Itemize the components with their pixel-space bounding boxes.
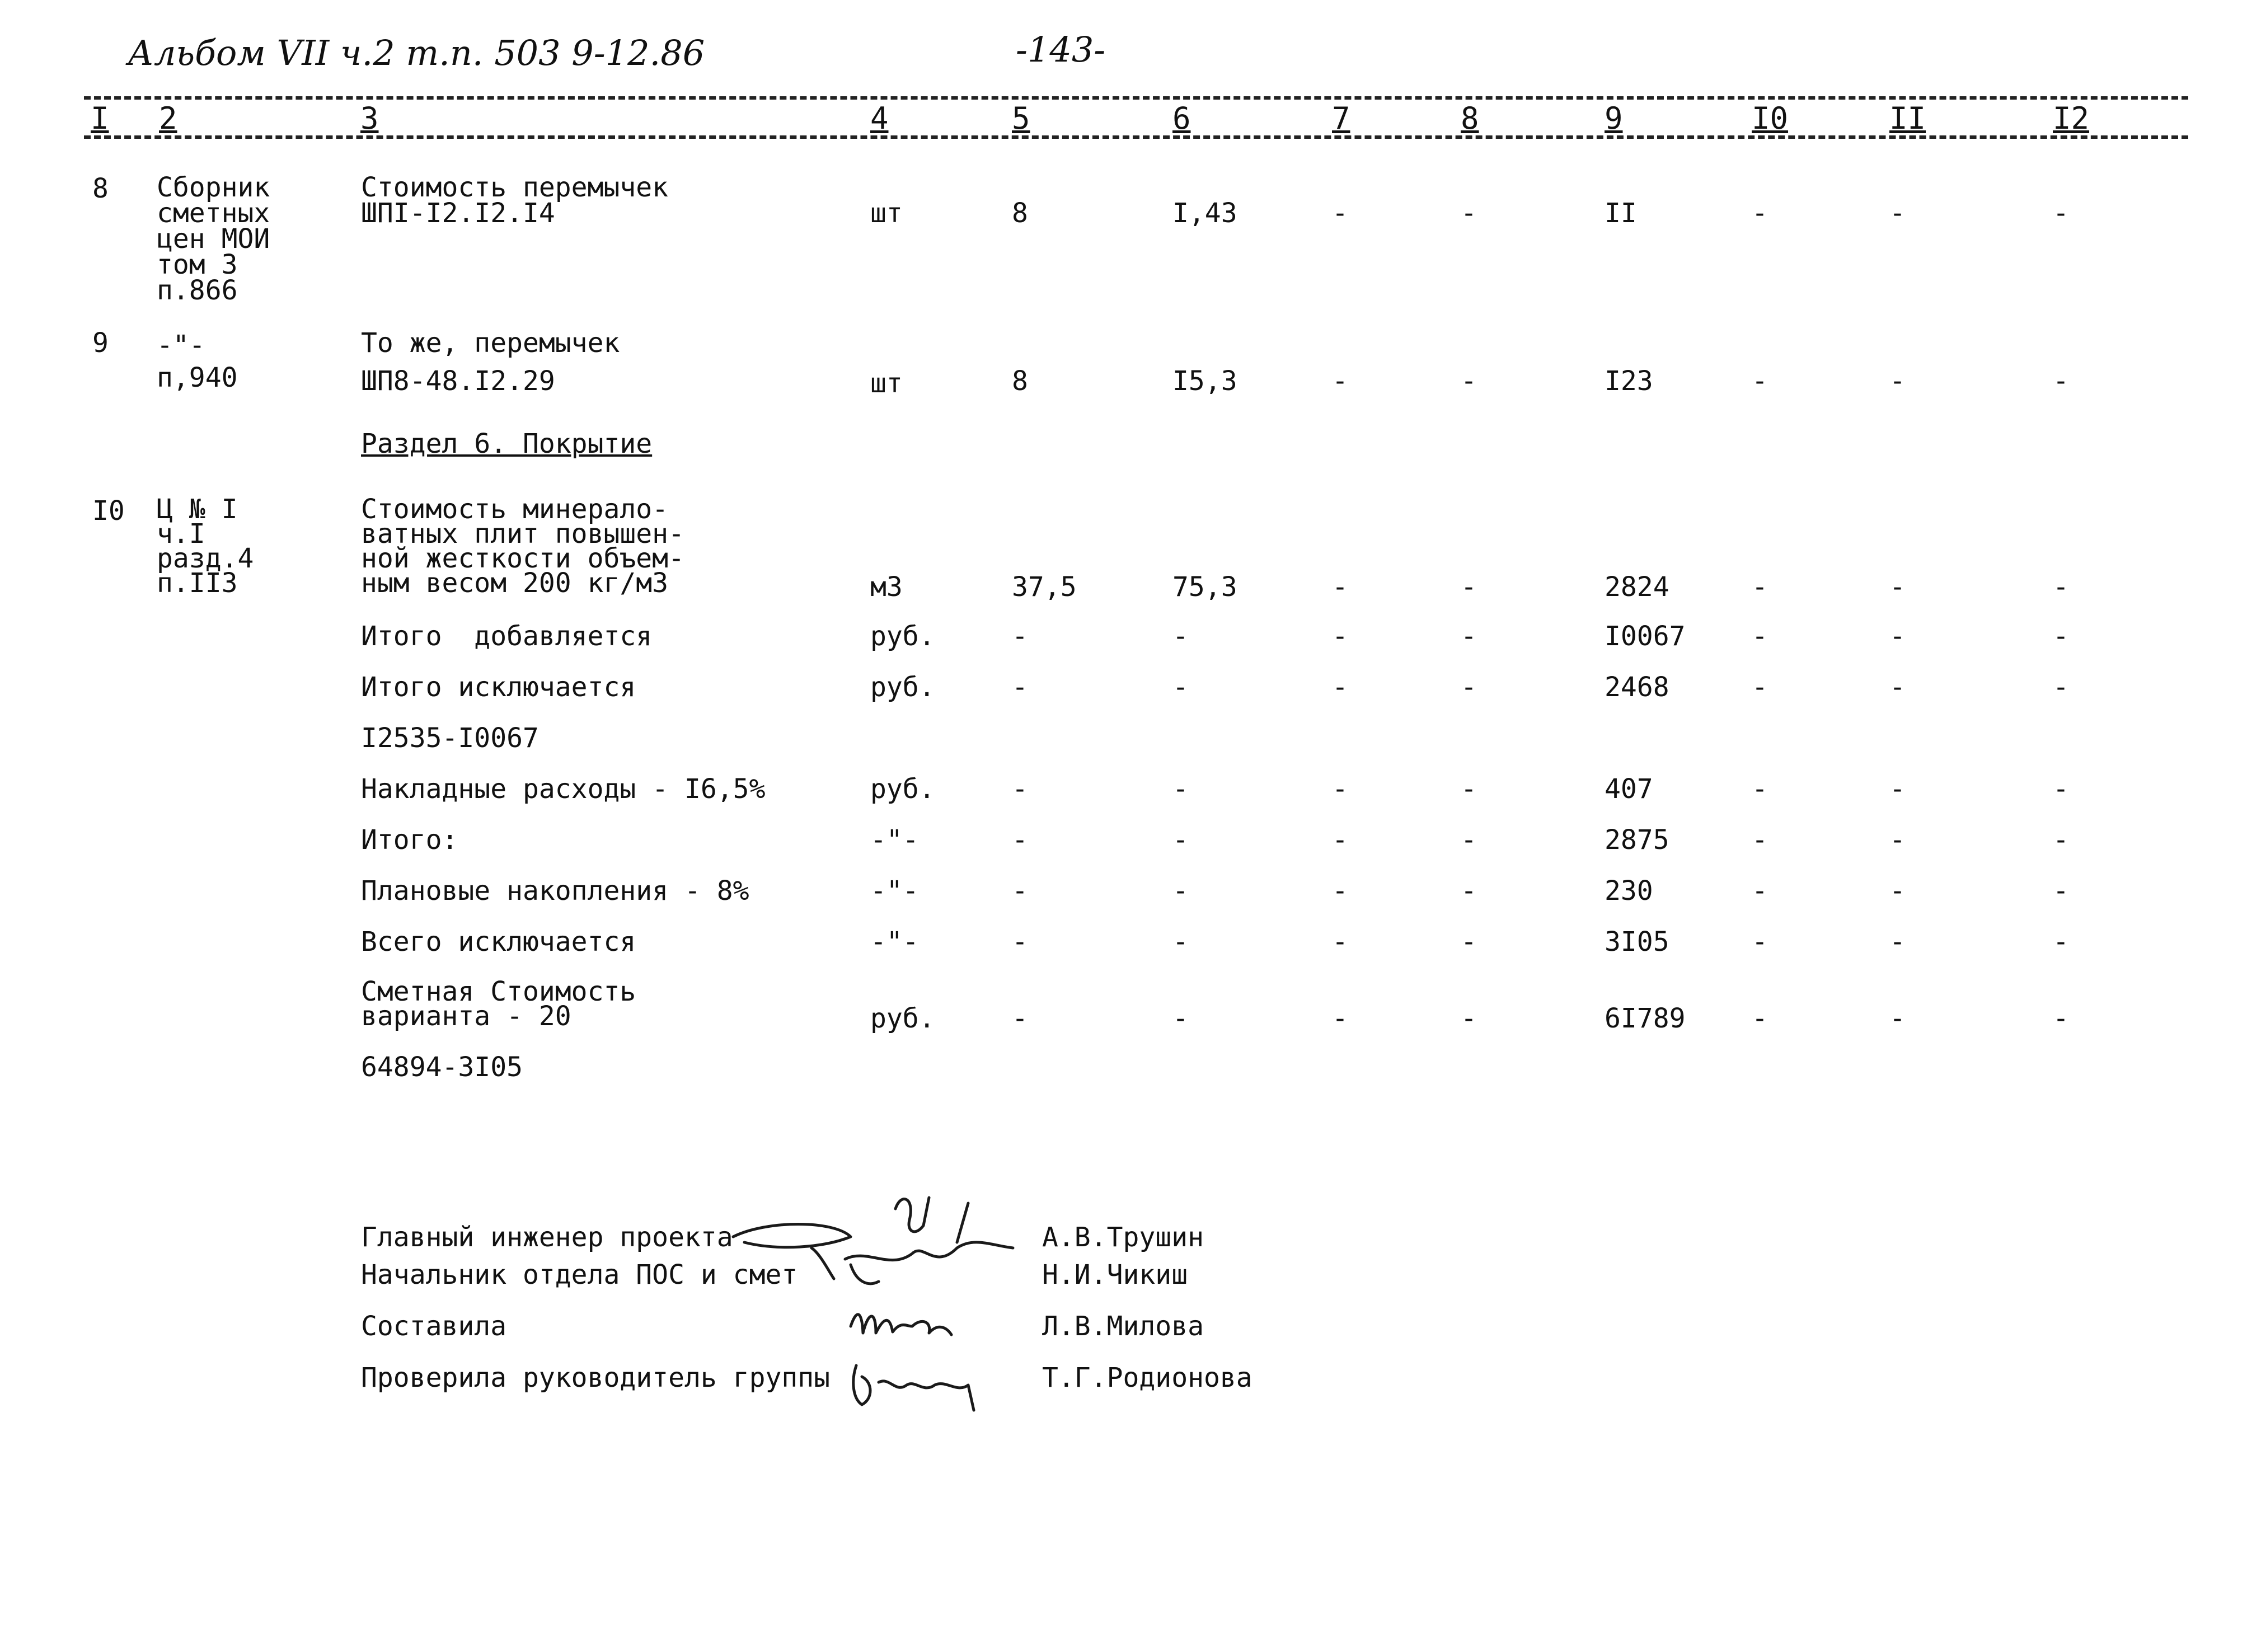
row-col7: -: [1332, 571, 1348, 603]
totals-col11: -: [1889, 926, 1906, 958]
totals-label: Всего исключается: [361, 926, 636, 958]
totals-col11: -: [1889, 621, 1906, 652]
row-col12: -: [2053, 571, 2069, 603]
column-header-10: I0: [1752, 101, 1789, 136]
column-header-6: 6: [1172, 101, 1191, 136]
totals-col7: -: [1332, 773, 1348, 805]
totals-col12: -: [2053, 621, 2069, 652]
signer-role: Составила: [361, 1311, 507, 1342]
totals-col12: -: [2053, 875, 2069, 907]
column-header-7: 7: [1332, 101, 1350, 136]
section-heading: Раздел 6. Покрытие: [361, 428, 653, 459]
totals-col8: -: [1461, 621, 1477, 652]
row-col7: -: [1332, 365, 1348, 397]
totals-col9: 6I789: [1605, 1003, 1686, 1034]
totals-col6: -: [1172, 621, 1189, 652]
row-col7: -: [1332, 198, 1348, 229]
totals-col8: -: [1461, 1003, 1477, 1034]
totals-col5: -: [1012, 672, 1028, 703]
totals-col5: -: [1012, 824, 1028, 856]
row-description: Стоимость минерало- ватных плит повышен- ной жесткости объем- ным весом 200 кг/м3: [361, 494, 684, 599]
totals-label: Сметная Стоимость варианта - 20: [361, 976, 636, 1032]
totals-col5: -: [1012, 875, 1028, 907]
row-unit: шт: [870, 198, 903, 229]
column-header-12: I2: [2053, 101, 2090, 136]
signer-name: Н.И.Чикиш: [1042, 1259, 1188, 1290]
totals-unit: руб.: [870, 773, 935, 805]
totals-col9: 2875: [1605, 824, 1669, 856]
row-col10: -: [1752, 198, 1768, 229]
row-number: 9: [92, 327, 109, 359]
totals-col9: 230: [1605, 875, 1653, 907]
row-col6: I,43: [1172, 198, 1237, 229]
totals-col10: -: [1752, 824, 1768, 856]
totals-col6: -: [1172, 824, 1189, 856]
totals-label: Итого:: [361, 824, 458, 856]
row-col12: -: [2053, 198, 2069, 229]
totals-col12: -: [2053, 773, 2069, 805]
signer-name: Л.В.Милова: [1042, 1311, 1204, 1342]
row-number: 8: [92, 173, 109, 204]
column-header-5: 5: [1012, 101, 1030, 136]
totals-col6: -: [1172, 672, 1189, 703]
totals-label: Итого добавляется: [361, 621, 653, 652]
row-col8: -: [1461, 571, 1477, 603]
signer-name: А.В.Трушин: [1042, 1222, 1204, 1253]
totals-col10: -: [1752, 1003, 1768, 1034]
row-col5: 37,5: [1012, 571, 1077, 603]
column-header-4: 4: [870, 101, 889, 136]
row-col11: -: [1889, 198, 1906, 229]
row-col5: 8: [1012, 365, 1028, 397]
totals-unit: -"-: [870, 875, 919, 907]
row-description: Стоимость перемычек ШПI-I2.I2.I4: [361, 172, 669, 229]
row-unit: шт: [870, 368, 903, 399]
row-number: I0: [92, 495, 125, 527]
totals-col10: -: [1752, 621, 1768, 652]
row-col9: 2824: [1605, 571, 1669, 603]
row-description-2: ШП8-48.I2.29: [361, 365, 555, 397]
row-source: Ц № I ч.I разд.4 п.II3: [157, 494, 254, 599]
column-header-11: II: [1889, 101, 1926, 136]
row-col6: 75,3: [1172, 571, 1237, 603]
signer-role: Проверила руководитель группы: [361, 1362, 831, 1393]
totals-col6: -: [1172, 1003, 1189, 1034]
totals-col11: -: [1889, 1003, 1906, 1034]
totals-col12: -: [2053, 1003, 2069, 1034]
row-source: Сборник сметных цен МОИ том 3 п.866: [157, 172, 270, 306]
totals-col6: -: [1172, 875, 1189, 907]
row-col8: -: [1461, 198, 1477, 229]
totals-col10: -: [1752, 773, 1768, 805]
row-col5: 8: [1012, 198, 1028, 229]
row-col12: -: [2053, 365, 2069, 397]
totals-col8: -: [1461, 875, 1477, 907]
header-bottom-rule: [84, 135, 2188, 139]
row-col9: II: [1605, 198, 1637, 229]
row-col9: I23: [1605, 365, 1653, 397]
totals-col11: -: [1889, 672, 1906, 703]
album-reference: Альбом VII ч.2 т.п. 503 9-12.86: [128, 32, 705, 73]
totals-col10: -: [1752, 926, 1768, 958]
column-header-8: 8: [1461, 101, 1479, 136]
totals-col7: -: [1332, 672, 1348, 703]
row-col10: -: [1752, 571, 1768, 603]
page-number: -143-: [1016, 29, 1106, 70]
totals-unit: -"-: [870, 824, 919, 856]
totals-col7: -: [1332, 926, 1348, 958]
totals-col7: -: [1332, 824, 1348, 856]
totals-col10: -: [1752, 875, 1768, 907]
totals-col5: -: [1012, 773, 1028, 805]
totals-col5: -: [1012, 1003, 1028, 1034]
totals-col9: 2468: [1605, 672, 1669, 703]
totals-col11: -: [1889, 773, 1906, 805]
totals-col10: -: [1752, 672, 1768, 703]
handwritten-signatures: [722, 1186, 1047, 1421]
column-header-1: I: [91, 101, 109, 136]
row-col8: -: [1461, 365, 1477, 397]
totals-col9: I0067: [1605, 621, 1686, 652]
totals-col9: 407: [1605, 773, 1653, 805]
totals-col8: -: [1461, 824, 1477, 856]
row-col11: -: [1889, 571, 1906, 603]
totals-label: Плановые накопления - 8%: [361, 875, 749, 907]
totals-col5: -: [1012, 926, 1028, 958]
totals-col8: -: [1461, 672, 1477, 703]
totals-col8: -: [1461, 926, 1477, 958]
totals-col9: 3I05: [1605, 926, 1669, 958]
totals-label: Накладные расходы - I6,5%: [361, 773, 766, 805]
totals-col7: -: [1332, 875, 1348, 907]
totals-unit: руб.: [870, 1003, 935, 1034]
row-col6: I5,3: [1172, 365, 1237, 397]
column-header-2: 2: [159, 101, 177, 136]
totals-unit: руб.: [870, 621, 935, 652]
signer-name: Т.Г.Родионова: [1042, 1362, 1252, 1393]
totals-unit: руб.: [870, 672, 935, 703]
row-unit: м3: [870, 571, 903, 603]
signer-role: Главный инженер проекта: [361, 1222, 733, 1253]
totals-col12: -: [2053, 926, 2069, 958]
signer-role: Начальник отдела ПОС и смет: [361, 1259, 798, 1290]
totals-col8: -: [1461, 773, 1477, 805]
totals-col11: -: [1889, 824, 1906, 856]
totals-col5: -: [1012, 621, 1028, 652]
totals-col7: -: [1332, 1003, 1348, 1034]
column-header-3: 3: [360, 101, 379, 136]
totals-unit: -"-: [870, 926, 919, 958]
totals-col6: -: [1172, 773, 1189, 805]
column-header-9: 9: [1605, 101, 1623, 136]
row-col10: -: [1752, 365, 1768, 397]
row-col11: -: [1889, 365, 1906, 397]
totals-col11: -: [1889, 875, 1906, 907]
totals-col12: -: [2053, 672, 2069, 703]
row-description: То же, перемычек: [361, 327, 620, 359]
totals-label: Итого исключается: [361, 672, 636, 703]
totals-formula: 64894-3I05: [361, 1052, 523, 1083]
totals-col12: -: [2053, 824, 2069, 856]
header-top-rule: [84, 96, 2188, 100]
totals-formula: I2535-I0067: [361, 722, 539, 754]
totals-col6: -: [1172, 926, 1189, 958]
totals-col7: -: [1332, 621, 1348, 652]
row-source: -"- п,940: [157, 330, 238, 393]
